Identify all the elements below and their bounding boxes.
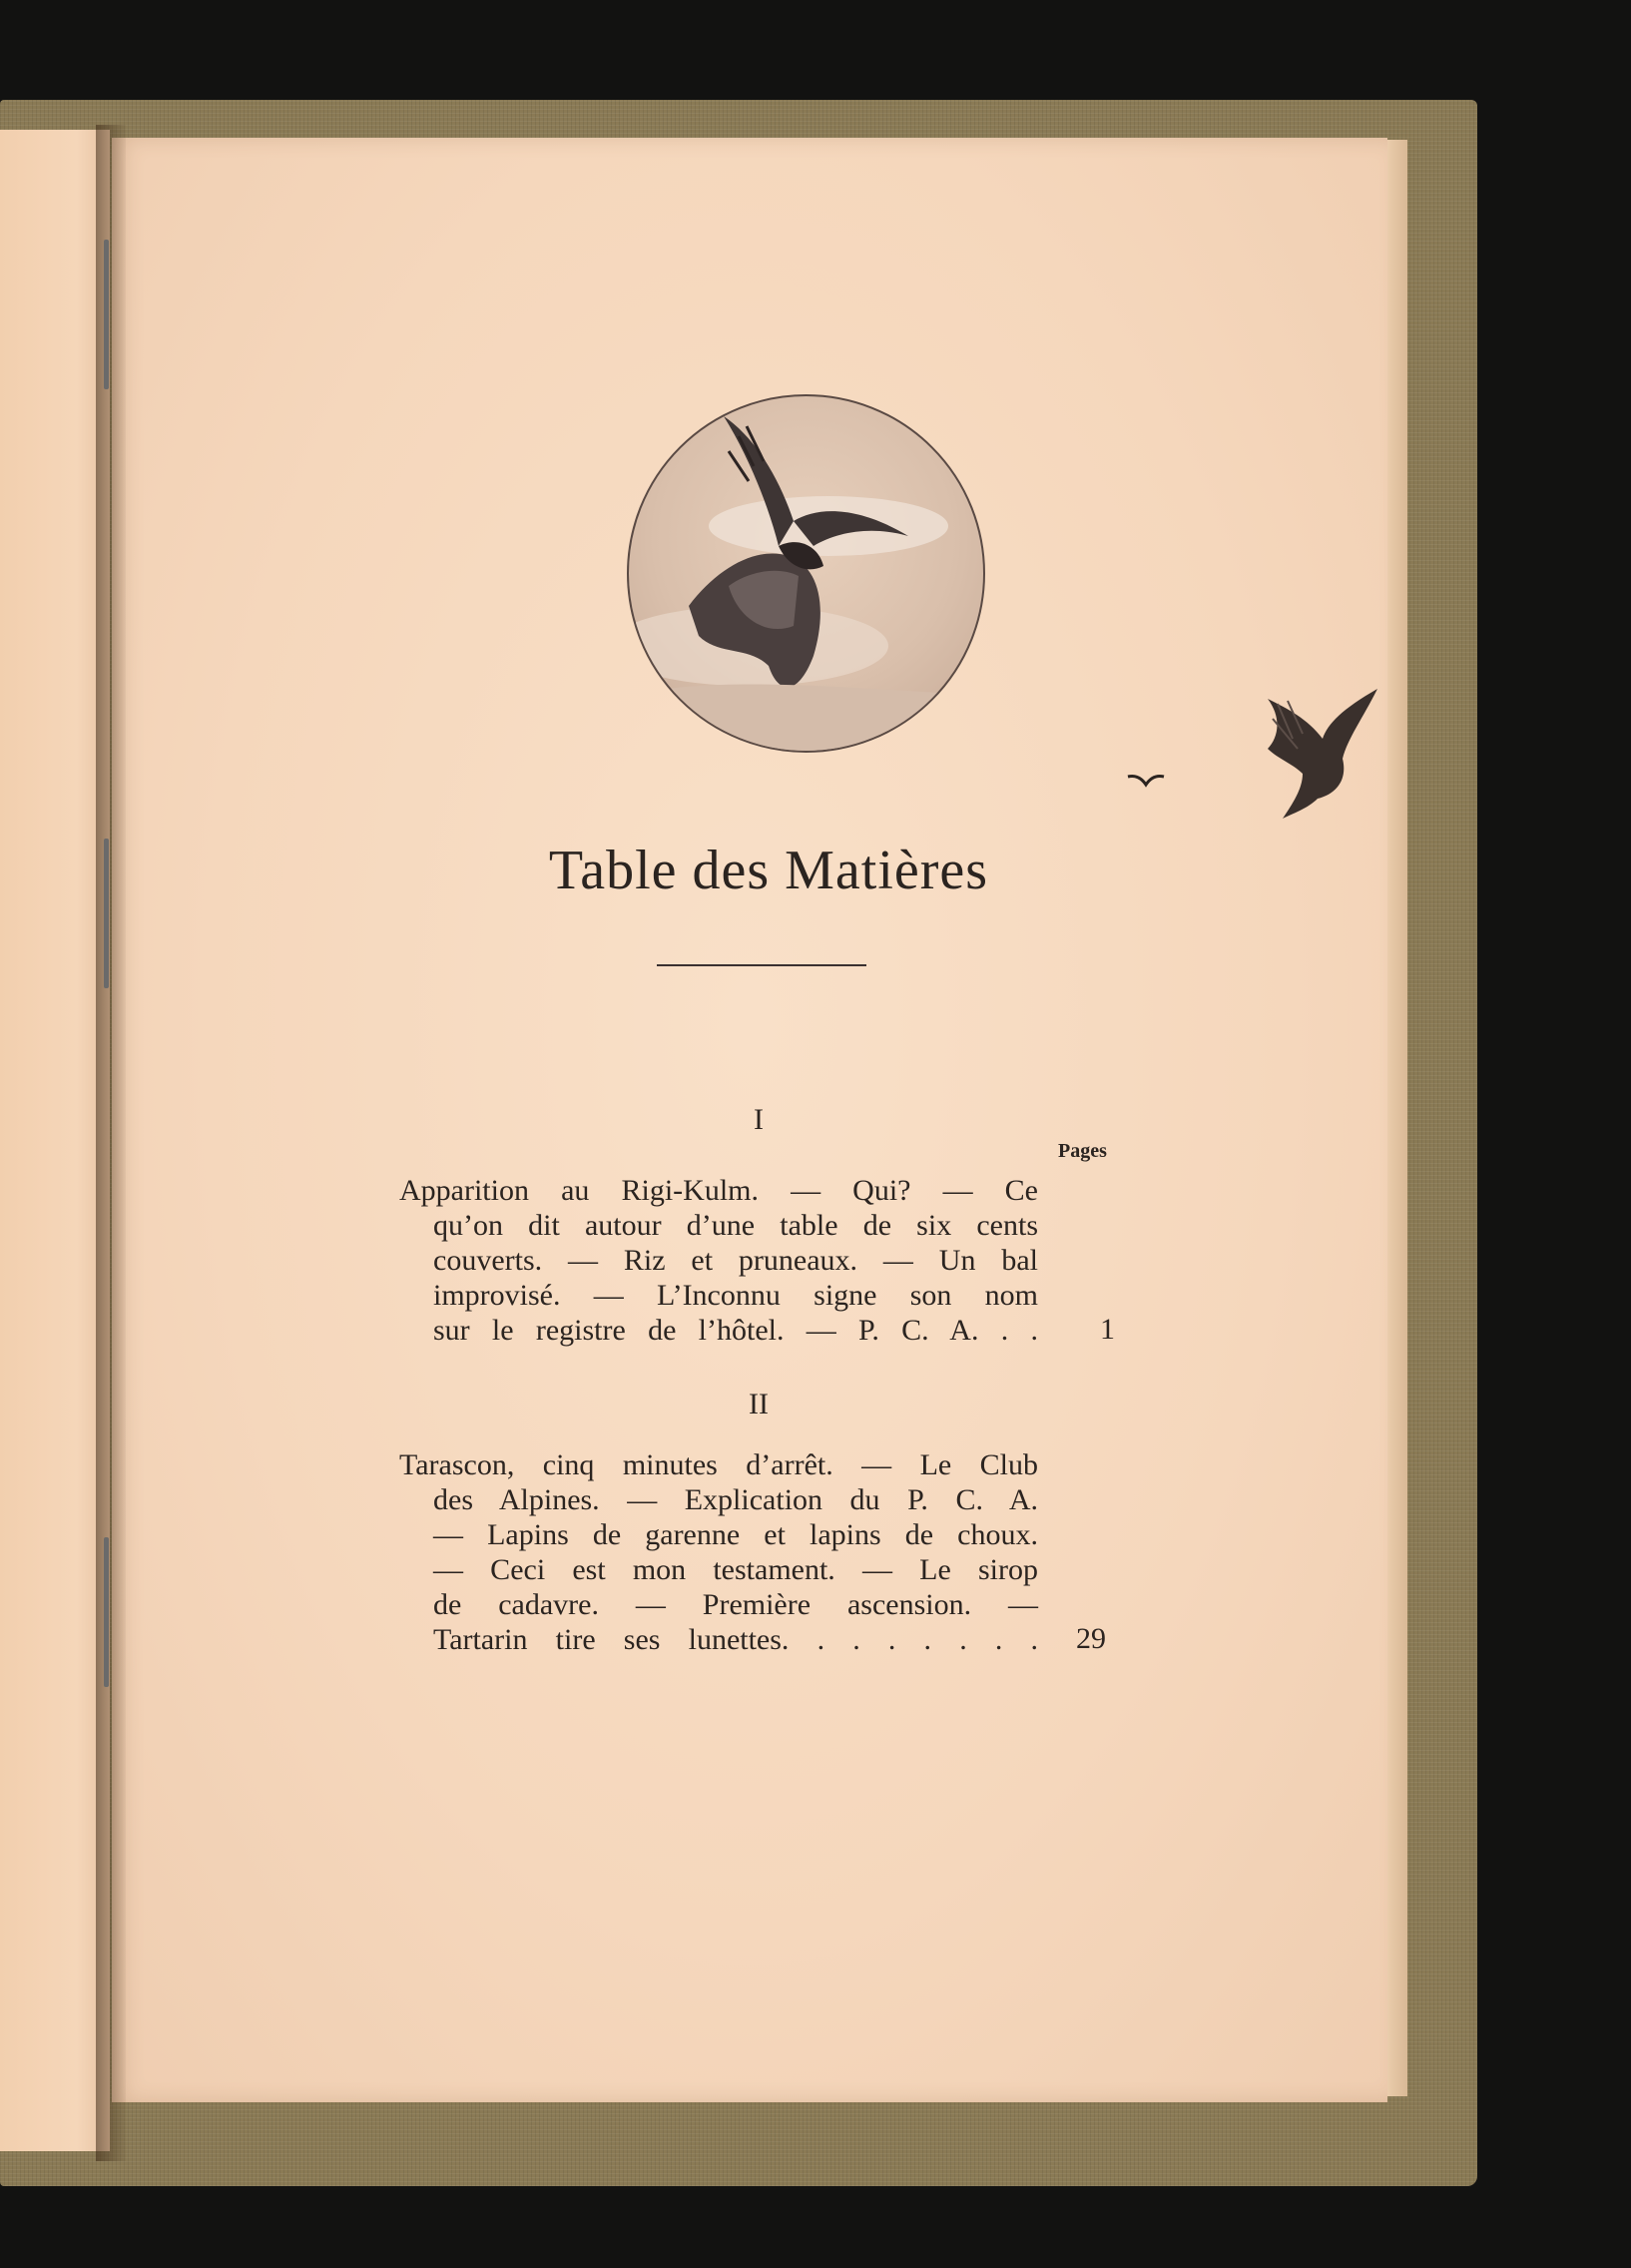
small-bird-icon xyxy=(1126,771,1166,791)
left-page-edge xyxy=(0,130,110,2151)
entry-line: — Ceci est mon testament. — Le sirop xyxy=(433,1553,1038,1586)
entry-line: des Alpines. — Explication du P. C. A. xyxy=(433,1483,1038,1516)
page-number: 1 xyxy=(1100,1313,1115,1346)
entry-line: couverts. — Riz et pruneaux. — Un bal xyxy=(433,1244,1038,1277)
entry-line: improvisé. — L’Inconnu signe son nom xyxy=(433,1279,1038,1312)
entry-line: — Lapins de garenne et lapins de choux. xyxy=(433,1518,1038,1551)
entry-line: de cadavre. — Première ascension. — xyxy=(433,1588,1038,1621)
spine-shadow xyxy=(96,125,126,2161)
binding-stitch xyxy=(104,240,109,389)
chapter-numeral: II xyxy=(749,1388,769,1420)
toc-entry-chapter-2[interactable] xyxy=(399,1447,1038,1657)
pages-column-label: Pages xyxy=(1058,1140,1107,1162)
eagle-illustration xyxy=(629,396,983,751)
chapter-numeral: I xyxy=(754,1103,764,1136)
toc-entry-chapter-1[interactable] xyxy=(399,1173,1038,1348)
title-divider xyxy=(657,964,866,966)
entry-line: sur le registre de l’hôtel. — P. C. A. . . xyxy=(433,1314,1038,1347)
entry-line: Tartarin tire ses lunettes. . . . . . . . xyxy=(433,1623,1038,1656)
eagle-vignette xyxy=(627,394,985,753)
page-number: 29 xyxy=(1076,1622,1106,1655)
binding-stitch xyxy=(104,1537,109,1687)
page-title: Table des Matières xyxy=(548,840,989,901)
eagle-flying-icon xyxy=(1248,679,1397,829)
entry-line: qu’on dit autour d’une table de six cents xyxy=(433,1209,1038,1242)
entry-line: Apparition au Rigi-Kulm. — Qui? — Ce xyxy=(399,1174,1038,1207)
entry-line: Tarascon, cinq minutes d’arrêt. — Le Club xyxy=(399,1448,1038,1481)
